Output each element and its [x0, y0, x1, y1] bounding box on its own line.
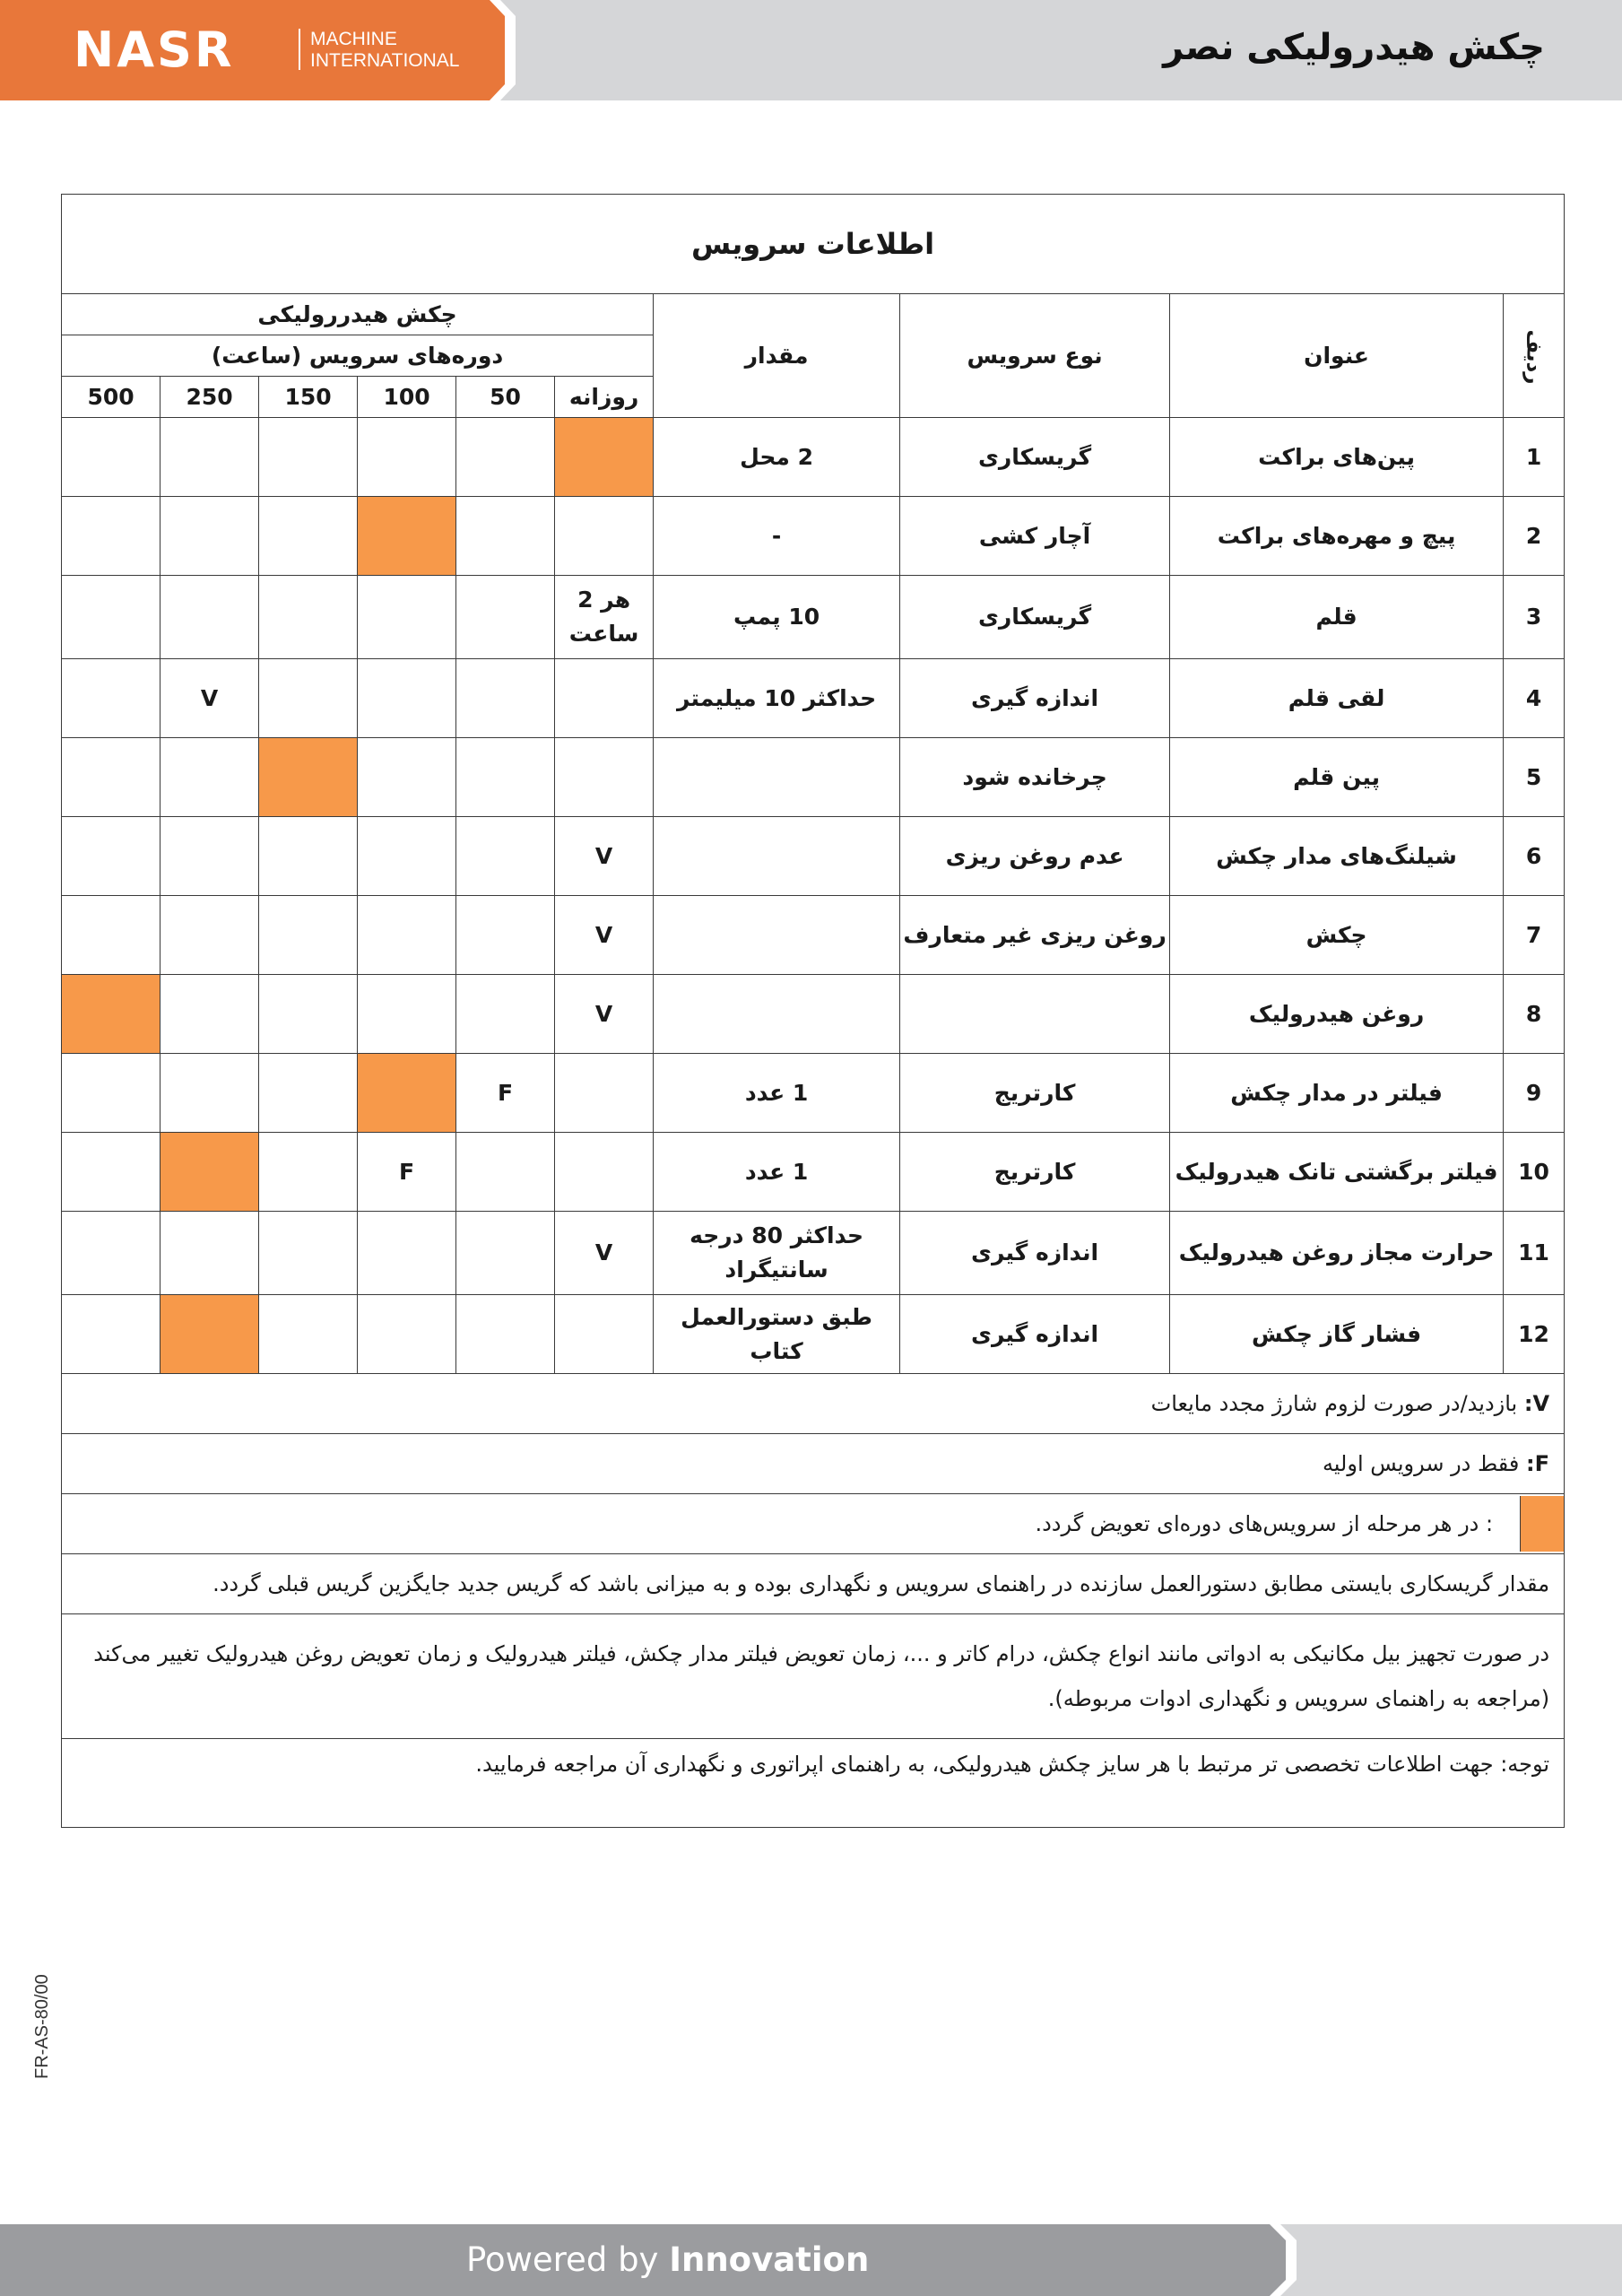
period-cell: [358, 896, 456, 975]
note-grease: مقدار گریسکاری بایستی مطابق دستورالعمل سازنده در راهنمای سرویس و نگهداری بوده و به میزانی باشد که گریس جدید جایگزین گریس قبلی گردد.: [62, 1554, 1565, 1614]
period-cell: [259, 659, 358, 738]
table-row: [62, 1133, 1565, 1212]
period-cell: [358, 576, 456, 659]
period-cell: [62, 576, 160, 659]
period-cell: [62, 975, 160, 1054]
row-service-type: آچار کشی: [900, 497, 1170, 576]
period-cell: [456, 497, 555, 576]
row-title: پیچ و مهره‌های براکت: [1170, 497, 1504, 576]
period-cell: [62, 497, 160, 576]
row-amount: [654, 817, 900, 896]
period-cell: [259, 1133, 358, 1212]
period-cell: [259, 1054, 358, 1133]
note-legend-text: : در هر مرحله از سرویس‌های دوره‌ای تعویض گردد.: [1035, 1511, 1494, 1536]
period-cell: [62, 1295, 160, 1374]
period-cell: [62, 738, 160, 817]
row-title: چکش: [1170, 896, 1504, 975]
period-cell: [160, 497, 259, 576]
legend-orange-swatch: [1520, 1496, 1564, 1552]
period-daily: روزانه: [555, 377, 654, 418]
period-250: 250: [160, 377, 259, 418]
period-cell: [259, 497, 358, 576]
period-cell: [555, 738, 654, 817]
period-cell: [358, 1295, 456, 1374]
row-service-type: چرخانده شود: [900, 738, 1170, 817]
period-cell: [358, 1212, 456, 1295]
note-f-key: F:: [1526, 1451, 1550, 1476]
col-header-amount: مقدار: [654, 294, 900, 418]
row-service-type: گریسکاری: [900, 576, 1170, 659]
table-row: [62, 1212, 1565, 1295]
row-number: 4: [1504, 659, 1565, 738]
period-cell: [555, 1133, 654, 1212]
note-f: [62, 1434, 1565, 1494]
row-number: 5: [1504, 738, 1565, 817]
row-title: قلم: [1170, 576, 1504, 659]
note-equipment-line-2: (مراجعه به راهنمای سرویس و نگهداری ادوات مربوطه).: [1047, 1686, 1550, 1711]
page-header: [0, 0, 1622, 100]
row-number: 12: [1504, 1295, 1565, 1374]
brand-logo: [0, 0, 520, 100]
period-cell: [62, 817, 160, 896]
brand-subtitle: [310, 29, 459, 72]
row-amount: 1 عدد: [654, 1054, 900, 1133]
period-cell: V: [555, 817, 654, 896]
table-row: [62, 896, 1565, 975]
table-title: اطلاعات سرویس: [62, 195, 1565, 294]
period-cell: [259, 975, 358, 1054]
col-header-row-number: [1504, 294, 1565, 418]
period-cell: [259, 817, 358, 896]
row-service-type: اندازه گیری: [900, 1295, 1170, 1374]
period-cell: [456, 896, 555, 975]
period-cell: [456, 738, 555, 817]
row-title: پین قلم: [1170, 738, 1504, 817]
period-cell: [259, 738, 358, 817]
row-amount: -: [654, 497, 900, 576]
row-amount: [654, 738, 900, 817]
period-cell: [62, 659, 160, 738]
note-v-key: V:: [1523, 1391, 1550, 1416]
table-row: [62, 975, 1565, 1054]
period-cell: [358, 418, 456, 497]
row-service-type: عدم روغن ریزی: [900, 817, 1170, 896]
brand-sub-line-2: INTERNATIONAL: [310, 50, 460, 71]
period-cell: [555, 659, 654, 738]
row-number: 3: [1504, 576, 1565, 659]
row-number: 7: [1504, 896, 1565, 975]
period-cell: [62, 896, 160, 975]
period-cell: V: [555, 975, 654, 1054]
row-service-type: کارتریج: [900, 1054, 1170, 1133]
period-500: 500: [62, 377, 160, 418]
row-service-type: روغن ریزی غیر متعارف: [900, 896, 1170, 975]
period-cell: [555, 497, 654, 576]
page-footer: [0, 2224, 1622, 2296]
table-row: [62, 738, 1565, 817]
table-row: [62, 576, 1565, 659]
row-title: لقی قلم: [1170, 659, 1504, 738]
row-title: روغن هیدرولیک: [1170, 975, 1504, 1054]
note-equipment: [62, 1614, 1565, 1739]
row-number: 8: [1504, 975, 1565, 1054]
row-title: پین‌های براکت: [1170, 418, 1504, 497]
footer-slogan: [466, 2239, 869, 2282]
row-service-type: [900, 975, 1170, 1054]
row-service-type: کارتریج: [900, 1133, 1170, 1212]
brand-name: NASR: [74, 22, 235, 78]
period-cell: [160, 975, 259, 1054]
note-equipment-line-1: در صورت تجهیز بیل مکانیکی به ادواتی مانند انواع چکش، درام کاتر و ...، زمان تعویض فیلتر مدار چکش، فیلتر هیدرولیک و زمان تعویض روغن هیدرولیک تغییر می‌کند: [93, 1641, 1550, 1666]
period-cell: [259, 1295, 358, 1374]
period-cell: [456, 1133, 555, 1212]
table-row: [62, 817, 1565, 896]
col-header-row-number-label: ردیف: [1522, 329, 1546, 385]
period-cell: [358, 659, 456, 738]
period-cell: [555, 418, 654, 497]
period-cell: F: [456, 1054, 555, 1133]
period-cell: F: [358, 1133, 456, 1212]
period-cell: V: [555, 1212, 654, 1295]
period-cell: [160, 1295, 259, 1374]
period-cell: [62, 1054, 160, 1133]
row-amount: حداکثر 80 درجه سانتیگراد: [654, 1212, 900, 1295]
period-cell: [456, 576, 555, 659]
period-cell: [358, 1054, 456, 1133]
row-title: شیلنگ‌های مدار چکش: [1170, 817, 1504, 896]
col-header-service: نوع سرویس: [900, 294, 1170, 418]
period-cell: [555, 1054, 654, 1133]
col-header-periods: دوره‌های سرویس (ساعت): [62, 335, 654, 377]
service-table: [61, 194, 1565, 1828]
period-cell: [62, 1212, 160, 1295]
period-cell: [160, 1054, 259, 1133]
brand-sub-line-1: MACHINE: [310, 29, 397, 49]
row-amount: 1 عدد: [654, 1133, 900, 1212]
period-cell: [259, 896, 358, 975]
period-cell: [160, 896, 259, 975]
footer-innovation: Innovation: [669, 2240, 870, 2279]
row-title: فیلتر برگشتی تانک هیدرولیک: [1170, 1133, 1504, 1212]
row-amount: حداکثر 10 میلیمتر: [654, 659, 900, 738]
row-service-type: اندازه گیری: [900, 659, 1170, 738]
table-row: [62, 1054, 1565, 1133]
footer-powered: Powered by: [466, 2240, 659, 2279]
note-legend: [62, 1494, 1565, 1554]
period-cell: [259, 418, 358, 497]
row-amount: 10 پمپ: [654, 576, 900, 659]
period-cell: [358, 975, 456, 1054]
period-cell: [456, 1295, 555, 1374]
period-cell: [456, 975, 555, 1054]
period-cell: [456, 659, 555, 738]
row-number: 6: [1504, 817, 1565, 896]
table-row: [62, 497, 1565, 576]
document-code: FR-AS-80/00: [32, 1974, 52, 2079]
row-amount: 2 محل: [654, 418, 900, 497]
row-number: 11: [1504, 1212, 1565, 1295]
table-row: [62, 418, 1565, 497]
row-service-type: گریسکاری: [900, 418, 1170, 497]
period-cell: [160, 1212, 259, 1295]
row-number: 2: [1504, 497, 1565, 576]
row-service-type: اندازه گیری: [900, 1212, 1170, 1295]
row-title: فیلتر در مدار چکش: [1170, 1054, 1504, 1133]
period-cell: [160, 1133, 259, 1212]
period-cell: [259, 576, 358, 659]
period-cell: V: [555, 896, 654, 975]
period-cell: [160, 576, 259, 659]
row-title: حرارت مجاز روغن هیدرولیک: [1170, 1212, 1504, 1295]
col-header-title: عنوان: [1170, 294, 1504, 418]
period-100: 100: [358, 377, 456, 418]
period-cell: [259, 1212, 358, 1295]
table-row: [62, 659, 1565, 738]
row-number: 10: [1504, 1133, 1565, 1212]
table-row: [62, 1295, 1565, 1374]
period-cell: [555, 1295, 654, 1374]
row-title: فشار گاز چکش: [1170, 1295, 1504, 1374]
note-v: [62, 1374, 1565, 1434]
row-amount: طبق دستورالعمل کتاب: [654, 1295, 900, 1374]
brand-separator: [299, 29, 300, 70]
period-cell: [160, 418, 259, 497]
note-final: توجه: جهت اطلاعات تخصصی تر مرتبط با هر سایز چکش هیدرولیکی، به راهنمای اپراتوری و نگهداری آن مراجعه فرمایید.: [62, 1739, 1565, 1828]
period-50: 50: [456, 377, 555, 418]
period-cell: [456, 418, 555, 497]
period-cell: [62, 418, 160, 497]
note-f-text: فقط در سرویس اولیه: [1322, 1451, 1520, 1476]
col-header-group: چکش هیدررولیکی: [62, 294, 654, 335]
period-cell: [358, 738, 456, 817]
period-cell: هر 2 ساعت: [555, 576, 654, 659]
row-amount: [654, 975, 900, 1054]
period-cell: [456, 817, 555, 896]
row-number: 1: [1504, 418, 1565, 497]
period-cell: [358, 817, 456, 896]
period-150: 150: [259, 377, 358, 418]
note-v-text: بازدید/در صورت لزوم شارژ مجدد مایعات: [1150, 1391, 1518, 1416]
period-cell: [456, 1212, 555, 1295]
period-cell: [160, 738, 259, 817]
row-number: 9: [1504, 1054, 1565, 1133]
period-cell: V: [160, 659, 259, 738]
period-cell: [62, 1133, 160, 1212]
row-amount: [654, 896, 900, 975]
period-cell: [358, 497, 456, 576]
page-title: چکش هیدرولیکی نصر: [1163, 27, 1545, 68]
period-cell: [160, 817, 259, 896]
